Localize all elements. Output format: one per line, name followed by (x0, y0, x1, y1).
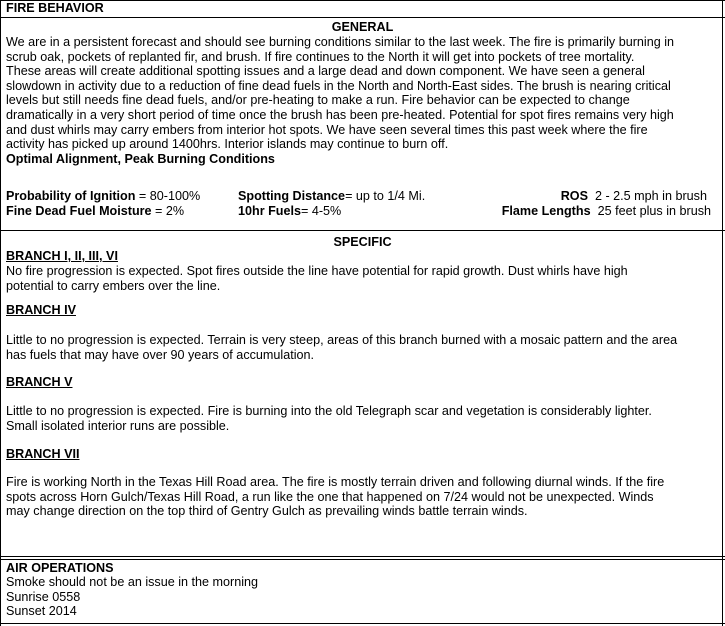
branch-line: Fire is working North in the Texas Hill Road area. The fire is mostly terrain driven and following diurnal winds. If the fire (6, 475, 665, 489)
stat-ignition (6, 189, 200, 204)
stat-spotting-value: = up to 1/4 Mi. (345, 189, 426, 203)
section-title-air-operations: AIR OPERATIONS (6, 561, 114, 575)
air-ops-line: Sunset 2014 (6, 604, 77, 619)
branch-line: No fire progression is expected. Spot fires outside the line have potential for rapid growth. Dust whirls have high (6, 264, 628, 278)
section-title-fire-behavior: FIRE BEHAVIOR (6, 1, 104, 15)
general-line: levels but still needs fine dead fuels, and/or pre-heating to make a run. Fire behavior can be expected to change (6, 93, 630, 108)
stat-spotting (238, 189, 425, 204)
air-ops-line: Smoke should not be an issue in the morning (6, 575, 259, 589)
alignment-note: Optimal Alignment, Peak Burning Conditions (6, 152, 275, 166)
branch-line: potential to carry embers over the line. (6, 278, 221, 293)
stat-fdfm-value: = 2% (151, 204, 185, 218)
air-ops-line: Sunrise 0558 (6, 589, 81, 604)
divider-header (0, 17, 725, 18)
stat-ros-label: ROS (560, 189, 588, 203)
branch-paragraph (6, 475, 718, 519)
branch-title: BRANCH V (6, 375, 73, 389)
branch-paragraph (6, 333, 718, 362)
branch-line: may change direction on the top third of Gentry Gulch as prevailing winds battle terrain winds. (6, 504, 528, 519)
stat-flame (502, 204, 711, 219)
stat-flame-value: 25 feet plus in brush (590, 204, 711, 218)
divider-specific (0, 230, 725, 231)
stat-fdfm (6, 204, 184, 219)
stat-fdfm-label: Fine Dead Fuel Moisture (6, 204, 152, 218)
stat-flame-label: Flame Lengths (501, 204, 591, 218)
stat-ros (561, 189, 707, 204)
stat-tenhr-label: 10hr Fuels (238, 204, 301, 218)
stat-ignition-label: Probability of Ignition (6, 189, 136, 203)
branch-line: Little to no progression is expected. Fire is burning into the old Telegraph scar and vegetation is considerably lighter. (6, 404, 652, 418)
general-line: and dust whirls may carry embers from interior hot spots. We have seen several times this past week where the fire (6, 122, 648, 137)
stat-spotting-label: Spotting Distance (238, 189, 346, 203)
stat-ignition-value: = 80-100% (135, 189, 201, 203)
general-line: scrub oak, pockets of replanted fir, and brush. If fire continues to the North it will get into pockets of tree mortality. (6, 49, 635, 64)
general-paragraph (6, 35, 718, 152)
general-line: We are in a persistent forecast and should see burning conditions similar to the last week. The fire is primarily burning in (6, 35, 675, 49)
branch-line: spots across Horn Gulch/Texas Hill Road, a run like the one that happened on 7/24 would not be unexpected. Winds (6, 489, 654, 504)
stat-tenhr-value: = 4-5% (301, 204, 342, 218)
air-operations-paragraph (6, 575, 718, 619)
general-line: dramatically in a very short period of time once the brush has been pre-heated. Potential for spot fires remains very high (6, 107, 674, 122)
divider-air-ops (0, 556, 725, 557)
branch-title: BRANCH VII (6, 447, 80, 461)
branch-line: Small isolated interior runs are possible. (6, 418, 230, 433)
branch-title: BRANCH I, II, III, VI (6, 249, 118, 263)
stat-ros-value: 2 - 2.5 mph in brush (587, 189, 707, 203)
stat-tenhr (238, 204, 341, 219)
heading-general: GENERAL (331, 20, 394, 34)
branch-line: Little to no progression is expected. Terrain is very steep, areas of this branch burned with a mosaic pattern and the area (6, 333, 678, 347)
heading-specific: SPECIFIC (333, 235, 392, 249)
general-line: activity has picked up around 1400hrs. Interior islands may continue to burn off. (6, 137, 449, 152)
branch-paragraph (6, 404, 718, 433)
general-line: These areas will create additional spotting issues and a large dead and down component. We have seen a general (6, 64, 645, 79)
general-line: slowdown in activity due to a reduction of fine dead fuels in the North and North-East sides. The brush is nearing critical (6, 78, 671, 93)
divider-bottom (0, 623, 725, 624)
divider-air-ops-inner (0, 559, 725, 560)
branch-line: has fuels that may have over 90 years of accumulation. (6, 347, 315, 362)
branch-paragraph (6, 264, 718, 293)
divider-top (0, 0, 725, 1)
branch-title: BRANCH IV (6, 303, 76, 317)
